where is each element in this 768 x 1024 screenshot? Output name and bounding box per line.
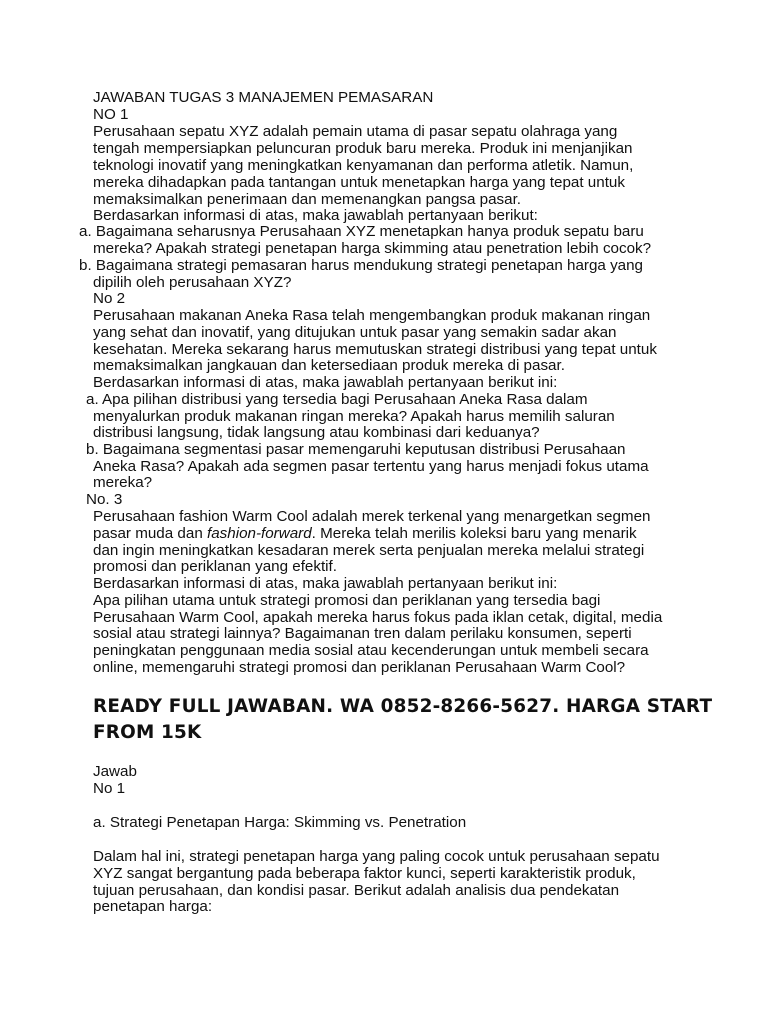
paragraph-line: teknologi inovatif yang meningkatkan kenyamanan dan performa atletik. Namun, xyxy=(93,157,634,174)
answer-heading-a: a. Strategi Penetapan Harga: Skimming vs. Penetration xyxy=(93,814,467,831)
question-a-line: mereka? Apakah strategi penetapan harga skimming atau penetration lebih cocok? xyxy=(93,240,652,257)
question-a-line: a. Bagaimana seharusnya Perusahaan XYZ menetapkan hanya produk sepatu baru xyxy=(79,223,644,240)
italic-term: fashion-forward xyxy=(206,525,312,542)
question-a-line: menyalurkan produk makanan ringan mereka? Apakah harus memilih saluran xyxy=(93,408,615,425)
paragraph-line: mereka dihadapkan pada tantangan untuk menetapkan harga yang tepat untuk xyxy=(93,174,625,191)
question-b-line: b. Bagaimana segmentasi pasar memengaruhi keputusan distribusi Perusahaan xyxy=(86,441,626,458)
section-label-no3: No. 3 xyxy=(86,491,123,508)
promo-heading-line: READY FULL JAWABAN. WA 0852-8266-5627. HARGA START xyxy=(93,696,713,717)
question-b-line: mereka? xyxy=(93,474,153,491)
paragraph-line: Berdasarkan informasi di atas, maka jawablah pertanyaan berikut: xyxy=(93,207,538,224)
paragraph-line: dan ingin meningkatkan kesadaran merek serta penjualan mereka melalui strategi xyxy=(93,542,645,559)
question-b-line: dipilih oleh perusahaan XYZ? xyxy=(93,274,292,291)
paragraph-line: promosi dan periklanan yang efektif. xyxy=(93,558,337,575)
answer-label: Jawab xyxy=(93,763,137,780)
text-span: pasar muda dan xyxy=(93,525,207,542)
paragraph-line: memaksimalkan penerimaan dan memenangkan pangsa pasar. xyxy=(93,191,522,208)
question-b-line: b. Bagaimana strategi pemasaran harus mendukung strategi penetapan harga yang xyxy=(79,257,643,274)
question-a-line: a. Apa pilihan distribusi yang tersedia bagi Perusahaan Aneka Rasa dalam xyxy=(86,391,588,408)
paragraph-line: Perusahaan fashion Warm Cool adalah merek terkenal yang menargetkan segmen xyxy=(93,508,651,525)
paragraph-line: memaksimalkan jangkauan dan ketersediaan produk mereka di pasar. xyxy=(93,357,565,374)
paragraph-line: yang sehat dan inovatif, yang ditujukan untuk pasar yang semakin sadar akan xyxy=(93,324,617,341)
paragraph-line: Berdasarkan informasi di atas, maka jawablah pertanyaan berikut ini: xyxy=(93,374,558,391)
paragraph-line: Apa pilihan utama untuk strategi promosi dan periklanan yang tersedia bagi xyxy=(93,592,601,609)
paragraph-line xyxy=(93,525,637,542)
question-b-line: Aneka Rasa? Apakah ada segmen pasar tertentu yang harus menjadi fokus utama xyxy=(93,458,649,475)
paragraph-line: Berdasarkan informasi di atas, maka jawablah pertanyaan berikut ini: xyxy=(93,575,558,592)
section-label-no1: NO 1 xyxy=(93,106,129,123)
paragraph-line: Perusahaan sepatu XYZ adalah pemain utama di pasar sepatu olahraga yang xyxy=(93,123,618,140)
document-title: JAWABAN TUGAS 3 MANAJEMEN PEMASARAN xyxy=(93,89,434,106)
paragraph-line: online, memengaruhi strategi promosi dan periklanan Perusahaan Warm Cool? xyxy=(93,659,626,676)
promo-heading-line: FROM 15K xyxy=(93,722,202,743)
paragraph-line: Dalam hal ini, strategi penetapan harga yang paling cocok untuk perusahaan sepatu xyxy=(93,848,660,865)
paragraph-line: peningkatan penggunaan media sosial atau kecenderungan untuk membeli secara xyxy=(93,642,649,659)
paragraph-line: Perusahaan Warm Cool, apakah mereka harus fokus pada iklan cetak, digital, media xyxy=(93,609,663,626)
paragraph-line: sosial atau strategi lainnya? Bagaimanan tren dalam perilaku konsumen, seperti xyxy=(93,625,632,642)
paragraph-line: penetapan harga: xyxy=(93,898,213,915)
question-a-line: distribusi langsung, tidak langsung atau kombinasi dari keduanya? xyxy=(93,424,540,441)
paragraph-line: XYZ sangat bergantung pada beberapa faktor kunci, seperti karakteristik produk, xyxy=(93,865,636,882)
section-label-no2: No 2 xyxy=(93,290,126,307)
paragraph-line: kesehatan. Mereka sekarang harus memutuskan strategi distribusi yang tepat untuk xyxy=(93,341,657,358)
paragraph-line: Perusahaan makanan Aneka Rasa telah mengembangkan produk makanan ringan xyxy=(93,307,651,324)
answer-section-no1: No 1 xyxy=(93,780,126,797)
text-span: . Mereka telah merilis koleksi baru yang menarik xyxy=(311,525,637,542)
paragraph-line: tengah mempersiapkan peluncuran produk baru mereka. Produk ini menjanjikan xyxy=(93,140,633,157)
paragraph-line: tujuan perusahaan, dan kondisi pasar. Berikut adalah analisis dua pendekatan xyxy=(93,882,620,899)
